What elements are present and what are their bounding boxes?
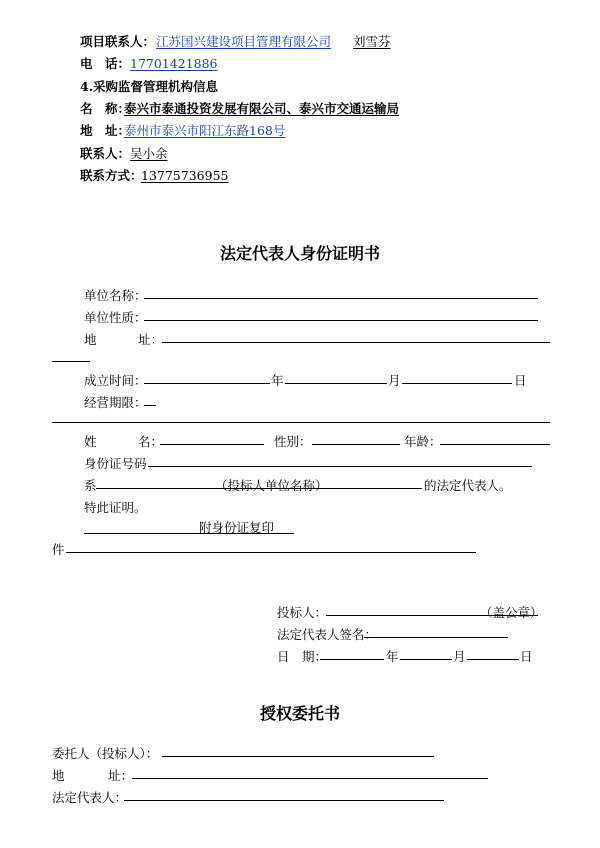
business-term-blank xyxy=(144,405,156,406)
name-label-char1: 姓 xyxy=(84,434,97,449)
date-day-unit: 日 xyxy=(520,649,533,664)
established-month-unit: 月 xyxy=(388,373,401,388)
date-month-unit: 月 xyxy=(453,649,466,664)
unit-name-blank xyxy=(144,298,538,299)
address-blank xyxy=(162,342,550,343)
supervision-method-label: 联系方式： xyxy=(80,168,143,183)
supervision-address-label: 地 址： xyxy=(80,123,131,138)
attach-id-text-cont: 件 xyxy=(52,542,65,557)
project-contact-label: 项目联系人： xyxy=(80,34,156,49)
unit-name-label: 单位名称： xyxy=(84,288,147,303)
legal-rep-suffix: 的法定代表人。 xyxy=(424,478,512,493)
gender-blank xyxy=(312,444,400,445)
date-month-blank xyxy=(400,659,452,660)
principal-blank xyxy=(162,756,434,757)
established-year-blank xyxy=(144,383,270,384)
supervision-address-value: 泰州市泰兴市阳江东路168号 xyxy=(124,123,286,138)
supervision-contact-label: 联系人： xyxy=(80,146,131,161)
unit-nature-label: 单位性质： xyxy=(84,310,147,325)
attach-id-text: 附身份证复印 xyxy=(199,520,275,535)
certify-text: 特此证明。 xyxy=(84,500,147,515)
address-label-char1: 地 xyxy=(84,332,97,347)
bidder-unit-hint: （投标人单位名称） xyxy=(215,478,328,493)
supervision-method-value: 13775736955 xyxy=(141,168,229,183)
established-day-unit: 日 xyxy=(514,373,527,388)
established-year-unit: 年 xyxy=(271,373,284,388)
legal-rep-cert-title: 法定代表人身份证明书 xyxy=(219,244,380,263)
date-year-blank xyxy=(320,659,384,660)
established-month-blank xyxy=(285,383,387,384)
date-label: 日 期： xyxy=(277,649,328,664)
business-term-label: 经营期限： xyxy=(84,395,147,410)
age-label: 年龄： xyxy=(404,434,442,449)
unit-nature-blank xyxy=(144,320,538,321)
project-contact-company: 江苏国兴建设项目管理有限公司 xyxy=(156,34,332,49)
established-label: 成立时间： xyxy=(84,373,147,388)
id-number-blank xyxy=(148,466,532,467)
supervision-name-label: 名 称： xyxy=(80,101,131,116)
is-label: 系 xyxy=(84,478,97,493)
name-label-char2: 名： xyxy=(138,434,164,449)
attach-id-blank-cont xyxy=(66,552,476,553)
project-contact-name: 刘雪芬 xyxy=(353,34,391,49)
date-year-unit: 年 xyxy=(386,649,399,664)
rep-sign-blank xyxy=(364,637,508,638)
gender-label: 性别： xyxy=(274,434,312,449)
authorization-title: 授权委托书 xyxy=(259,704,340,723)
principal-label: 委托人（投标人）： xyxy=(52,746,159,761)
auth-address-label-char2: 址： xyxy=(108,768,134,783)
date-day-blank xyxy=(467,659,519,660)
auth-legal-rep-label: 法定代表人： xyxy=(52,790,128,805)
name-blank xyxy=(160,444,264,445)
auth-address-label-char1: 地 xyxy=(52,768,65,783)
business-term-blank-cont xyxy=(52,422,550,423)
bidder-label: 投标人： xyxy=(277,605,328,620)
established-day-blank xyxy=(402,383,512,384)
supervision-name-value: 泰兴市泰通投资发展有限公司、泰兴市交通运输局 xyxy=(124,101,400,116)
supervision-contact-value: 吴小余 xyxy=(130,146,168,161)
phone-label: 电 话： xyxy=(80,56,131,71)
phone-value: 17701421886 xyxy=(130,56,218,71)
rep-sign-label: 法定代表人签名： xyxy=(277,627,378,642)
address-blank-cont xyxy=(52,361,90,362)
auth-legal-rep-blank xyxy=(124,800,444,801)
address-label-char2: 址： xyxy=(138,332,164,347)
auth-address-blank xyxy=(132,778,488,779)
id-number-label: 身份证号码 xyxy=(84,456,147,471)
supervision-heading: 4.采购监督管理机构信息 xyxy=(80,79,219,94)
seal-hint: （盖公章） xyxy=(480,605,543,620)
age-blank xyxy=(440,444,550,445)
